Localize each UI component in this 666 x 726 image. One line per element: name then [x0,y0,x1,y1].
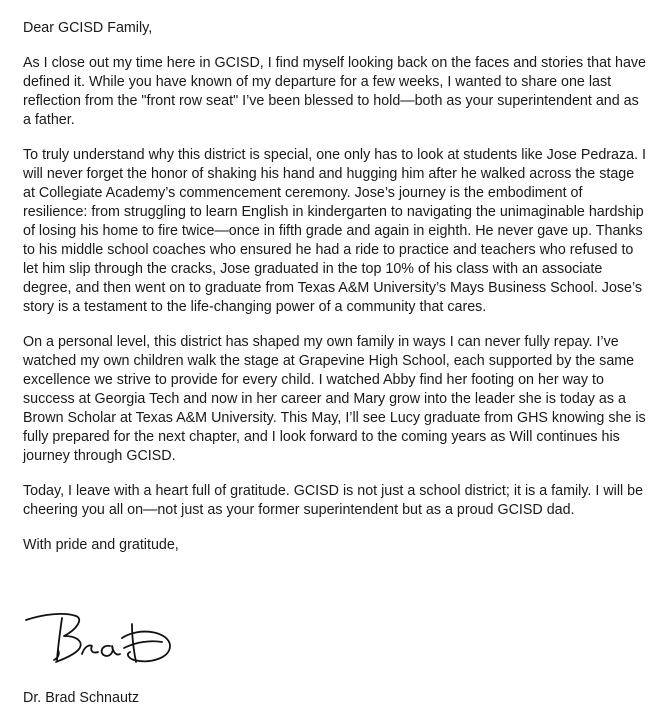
letter-paragraph-2: To truly understand why this district is special, one only has to look at students like Jose Pedraza. I will never forget the honor of shaking his hand and hugging him after he walked across the stage at Collegiate Academy’s commencement ceremony. Jose’s journey is the embodiment of resilience: from struggling to learn English in kindergarten to navigating the unimaginable hardship of losing his home to fire twice—once in fifth grade and again in eighth. He never gave up. Thanks to his middle school coaches who ensured he had a ride to practice and teachers who refused to let him slip through the cracks, Jose graduated in the top 10% of his class with an associate degree, and then went on to graduate from Texas A&M University’s Mays Business School. Jose’s story is a testament to the life-changing power of a community that cares. [23,147,647,315]
letter-body [23,19,648,555]
letter-closing: With pride and gratitude, [23,537,179,553]
letter-paragraph-1: As I close out my time here in GCISD, I find myself looking back on the faces and stories that have defined it. While you have known of my departure for a few weeks, I wanted to share one last reflection from the "front row seat" I’ve been blessed to hold—both as your superintendent and as a father. [23,55,647,128]
signer-name: Dr. Brad Schnautz [23,690,140,706]
letter-greeting: Dear GCISD Family, [23,20,153,36]
letter-paragraph-4: Today, I leave with a heart full of gratitude. GCISD is not just a school district; it is a family. I will be cheering you all on—not just as your former superintendent but as a proud GCISD dad. [23,483,644,518]
handwritten-signature [24,608,184,674]
letter-paragraph-3: On a personal level, this district has shaped my own family in ways I can never fully repay. I’ve watched my own children walk the stage at Grapevine High School, each supported by the same excellence we strive to provide for every child. I watched Abby find her footing on her way to success at Georgia Tech and now in her career and Mary grow into the leader she is today as a Brown Scholar at Texas A&M University. This May, I’ll see Lucy graduate from GHS knowing she is fully prepared for the next chapter, and I look forward to the coming years as Will continues his journey through GCISD. [23,334,646,464]
